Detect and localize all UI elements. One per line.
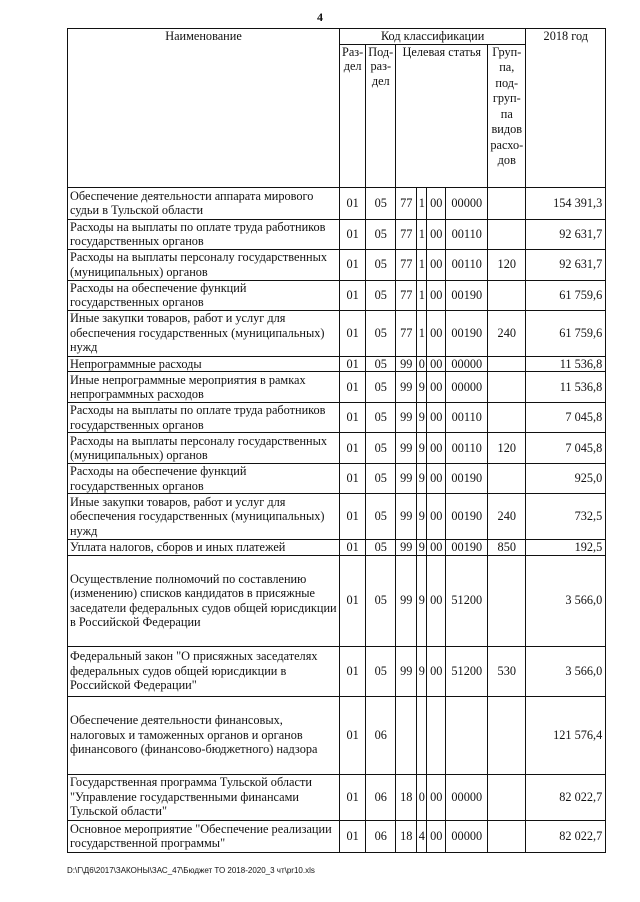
target-program-code: 77 xyxy=(396,187,417,219)
section-code: 01 xyxy=(340,555,366,646)
subsection-code: 05 xyxy=(366,403,396,433)
expense-type-code xyxy=(488,555,526,646)
target-direction-code: 00 xyxy=(427,219,446,249)
target-direction-code: 00 xyxy=(427,403,446,433)
target-direction-code: 00 xyxy=(427,820,446,852)
amount-2018: 61 759,6 xyxy=(526,310,606,356)
target-program-code: 18 xyxy=(396,774,417,820)
target-expense-code: 00190 xyxy=(446,310,488,356)
amount-2018: 61 759,6 xyxy=(526,280,606,310)
target-expense-code: 00190 xyxy=(446,280,488,310)
subsection-code: 05 xyxy=(366,494,396,540)
target-direction-code: 00 xyxy=(427,555,446,646)
subsection-code: 06 xyxy=(366,820,396,852)
row-name: Расходы на выплаты по оплате труда работников государственных органов xyxy=(68,219,340,249)
target-expense-code: 00000 xyxy=(446,187,488,219)
subsection-code: 05 xyxy=(366,540,396,556)
amount-2018: 82 022,7 xyxy=(526,774,606,820)
expense-type-code: 530 xyxy=(488,646,526,696)
expense-type-code xyxy=(488,464,526,494)
row-name: Расходы на выплаты персоналу государственных (муниципальных) органов xyxy=(68,249,340,280)
target-program-code: 99 xyxy=(396,646,417,696)
expense-type-code xyxy=(488,187,526,219)
subsection-code: 06 xyxy=(366,774,396,820)
table-row xyxy=(68,433,606,464)
amount-2018: 7 045,8 xyxy=(526,433,606,464)
row-name: Осуществление полномочий по составлению (изменению) списков кандидатов в присяжные заседатели федеральных судов общей юрисдикции в Российской Федерации xyxy=(68,555,340,646)
row-name: Расходы на выплаты по оплате труда работников государственных органов xyxy=(68,403,340,433)
table-row xyxy=(68,219,606,249)
subsection-code: 05 xyxy=(366,219,396,249)
amount-2018: 82 022,7 xyxy=(526,820,606,852)
expense-type-code xyxy=(488,403,526,433)
section-code: 01 xyxy=(340,696,366,774)
row-name: Иные закупки товаров, работ и услуг для обеспечения государственных (муниципальных) нужд xyxy=(68,310,340,356)
table-row xyxy=(68,249,606,280)
section-code: 01 xyxy=(340,372,366,403)
target-expense-code: 00000 xyxy=(446,356,488,372)
table-row xyxy=(68,280,606,310)
expense-type-code: 240 xyxy=(488,494,526,540)
expense-type-code: 240 xyxy=(488,310,526,356)
row-name: Иные закупки товаров, работ и услуг для обеспечения государственных (муниципальных) нужд xyxy=(68,494,340,540)
amount-2018: 92 631,7 xyxy=(526,249,606,280)
target-direction-code: 00 xyxy=(427,356,446,372)
header-classification: Код классификации xyxy=(340,29,526,45)
subsection-code: 05 xyxy=(366,372,396,403)
row-name: Расходы на выплаты персоналу государственных (муниципальных) органов xyxy=(68,433,340,464)
target-program-code: 99 xyxy=(396,555,417,646)
target-expense-code: 00000 xyxy=(446,820,488,852)
target-subprogram-code: 0 xyxy=(417,774,427,820)
target-program-code: 18 xyxy=(396,820,417,852)
target-direction-code: 00 xyxy=(427,249,446,280)
expense-type-code: 850 xyxy=(488,540,526,556)
target-subprogram-code: 1 xyxy=(417,310,427,356)
expense-type-code xyxy=(488,820,526,852)
table-row xyxy=(68,494,606,540)
row-name: Уплата налогов, сборов и иных платежей xyxy=(68,540,340,556)
expense-type-code xyxy=(488,774,526,820)
target-expense-code: 00000 xyxy=(446,774,488,820)
section-code: 01 xyxy=(340,280,366,310)
header-target-article: Целевая статья xyxy=(396,44,488,187)
target-program-code: 99 xyxy=(396,464,417,494)
table-row xyxy=(68,187,606,219)
row-name: Расходы на обеспечение функций государственных органов xyxy=(68,464,340,494)
table-row xyxy=(68,540,606,556)
target-subprogram-code: 9 xyxy=(418,540,425,554)
row-name: Федеральный закон "О присяжных заседателях федеральных судов общей юрисдикции в Российской Федерации" xyxy=(68,646,340,696)
target-subprogram-code: 1 xyxy=(417,249,427,280)
subsection-code: 05 xyxy=(366,464,396,494)
row-name: Государственная программа Тульской области "Управление государственными финансами Тульской области" xyxy=(68,774,340,820)
amount-2018: 11 536,8 xyxy=(526,356,606,372)
amount-2018: 7 045,8 xyxy=(526,403,606,433)
amount-2018: 3 566,0 xyxy=(526,646,606,696)
target-expense-code xyxy=(446,696,488,774)
section-code: 01 xyxy=(340,540,366,556)
amount-2018: 732,5 xyxy=(526,494,606,540)
header-year: 2018 год xyxy=(526,29,606,188)
target-expense-code: 00110 xyxy=(446,403,488,433)
expense-type-code xyxy=(488,696,526,774)
section-code: 01 xyxy=(340,249,366,280)
file-path-footer: D:\Г\Д6\2017\ЗАКОНЫ\ЗАС_47\Бюджет ТО 2018-2020_3 чт\pr10.xls xyxy=(67,866,315,875)
target-program-code: 77 xyxy=(396,249,417,280)
header-section: Раз- дел xyxy=(340,44,366,187)
target-program-code: 99 xyxy=(396,372,417,403)
section-code: 01 xyxy=(340,356,366,372)
target-subprogram-code: 0 xyxy=(418,356,425,371)
budget-table xyxy=(67,28,606,853)
target-direction-code: 00 xyxy=(427,372,446,403)
target-subprogram-code: 9 xyxy=(417,372,427,403)
header-name: Наименование xyxy=(68,29,340,188)
target-subprogram-code: 4 xyxy=(417,820,427,852)
table-row xyxy=(68,310,606,356)
table-row xyxy=(68,555,606,646)
target-program-code: 99 xyxy=(396,403,417,433)
section-code: 01 xyxy=(340,820,366,852)
target-direction-code: 00 xyxy=(427,280,446,310)
subsection-code: 05 xyxy=(366,280,396,310)
amount-2018: 121 576,4 xyxy=(526,696,606,774)
section-code: 01 xyxy=(340,646,366,696)
subsection-code: 05 xyxy=(366,187,396,219)
section-code: 01 xyxy=(340,774,366,820)
target-direction-code: 00 xyxy=(427,464,446,494)
target-subprogram-code: 9 xyxy=(417,433,427,464)
target-direction-code: 00 xyxy=(427,540,446,556)
expense-type-code xyxy=(488,280,526,310)
table-row xyxy=(68,372,606,403)
header-expense-group: Груп- па, под- груп- па видов расхо- дов xyxy=(488,44,526,187)
subsection-code: 05 xyxy=(366,646,396,696)
target-program-code: 99 xyxy=(396,540,417,556)
row-name: Обеспечение деятельности финансовых, налоговых и таможенных органов и органов финансового (финансово-бюджетного) надзора xyxy=(68,696,340,774)
expense-type-code xyxy=(488,219,526,249)
target-direction-code: 00 xyxy=(427,310,446,356)
target-direction-code: 00 xyxy=(427,494,446,540)
target-subprogram-code: 9 xyxy=(417,646,427,696)
subsection-code: 06 xyxy=(366,696,396,774)
table-row xyxy=(68,696,606,774)
target-subprogram-code: 1 xyxy=(417,280,427,310)
target-program-code: 99 xyxy=(396,356,417,372)
page-number: 4 xyxy=(317,10,323,24)
target-direction-code: 00 xyxy=(427,646,446,696)
section-code: 01 xyxy=(340,187,366,219)
target-subprogram-code: 9 xyxy=(417,555,427,646)
amount-2018: 3 566,0 xyxy=(526,555,606,646)
row-name: Непрограммные расходы xyxy=(68,356,340,372)
table-row xyxy=(68,464,606,494)
expense-type-code xyxy=(488,356,526,372)
amount-2018: 192,5 xyxy=(526,540,606,556)
amount-2018: 154 391,3 xyxy=(526,187,606,219)
expense-type-code xyxy=(488,372,526,403)
target-subprogram-code xyxy=(417,696,427,774)
target-program-code: 77 xyxy=(396,280,417,310)
section-code: 01 xyxy=(340,310,366,356)
table-body xyxy=(68,187,606,852)
row-name: Иные непрограммные мероприятия в рамках непрограммных расходов xyxy=(68,372,340,403)
amount-2018: 92 631,7 xyxy=(526,219,606,249)
section-code: 01 xyxy=(340,494,366,540)
target-expense-code: 51200 xyxy=(446,646,488,696)
subsection-code: 05 xyxy=(366,555,396,646)
row-name: Обеспечение деятельности аппарата мирового судьи в Тульской области xyxy=(68,187,340,219)
expense-type-code: 120 xyxy=(488,433,526,464)
target-subprogram-code: 1 xyxy=(417,219,427,249)
target-expense-code: 00190 xyxy=(446,494,488,540)
table-row xyxy=(68,403,606,433)
table-header xyxy=(68,29,606,188)
expense-type-code: 120 xyxy=(488,249,526,280)
row-name: Основное мероприятие "Обеспечение реализации государственной программы" xyxy=(68,820,340,852)
target-direction-code: 00 xyxy=(427,433,446,464)
target-program-code xyxy=(396,696,417,774)
target-subprogram-code: 9 xyxy=(417,464,427,494)
target-expense-code: 00190 xyxy=(446,540,488,556)
section-code: 01 xyxy=(340,403,366,433)
target-direction-code: 00 xyxy=(427,774,446,820)
target-program-code: 77 xyxy=(396,310,417,356)
subsection-code: 05 xyxy=(366,356,396,372)
section-code: 01 xyxy=(340,464,366,494)
header-subsection: Под- раз- дел xyxy=(366,44,396,187)
subsection-code: 05 xyxy=(366,310,396,356)
target-subprogram-code: 9 xyxy=(417,494,427,540)
amount-2018: 925,0 xyxy=(526,464,606,494)
section-code: 01 xyxy=(340,219,366,249)
row-name: Расходы на обеспечение функций государственных органов xyxy=(68,280,340,310)
target-expense-code: 00110 xyxy=(446,219,488,249)
target-expense-code: 00190 xyxy=(446,464,488,494)
target-direction-code: 00 xyxy=(427,187,446,219)
table-row xyxy=(68,820,606,852)
target-expense-code: 51200 xyxy=(446,555,488,646)
target-direction-code xyxy=(427,696,446,774)
target-expense-code: 00110 xyxy=(446,433,488,464)
table-row xyxy=(68,646,606,696)
target-program-code: 99 xyxy=(396,494,417,540)
amount-2018: 11 536,8 xyxy=(526,372,606,403)
subsection-code: 05 xyxy=(366,249,396,280)
table-row xyxy=(68,356,606,372)
table-row xyxy=(68,774,606,820)
section-code: 01 xyxy=(340,433,366,464)
target-program-code: 99 xyxy=(396,433,417,464)
target-subprogram-code: 9 xyxy=(417,403,427,433)
target-subprogram-code: 1 xyxy=(417,187,427,219)
target-expense-code: 00110 xyxy=(446,249,488,280)
target-expense-code: 00000 xyxy=(446,372,488,403)
target-program-code: 77 xyxy=(396,219,417,249)
subsection-code: 05 xyxy=(366,433,396,464)
